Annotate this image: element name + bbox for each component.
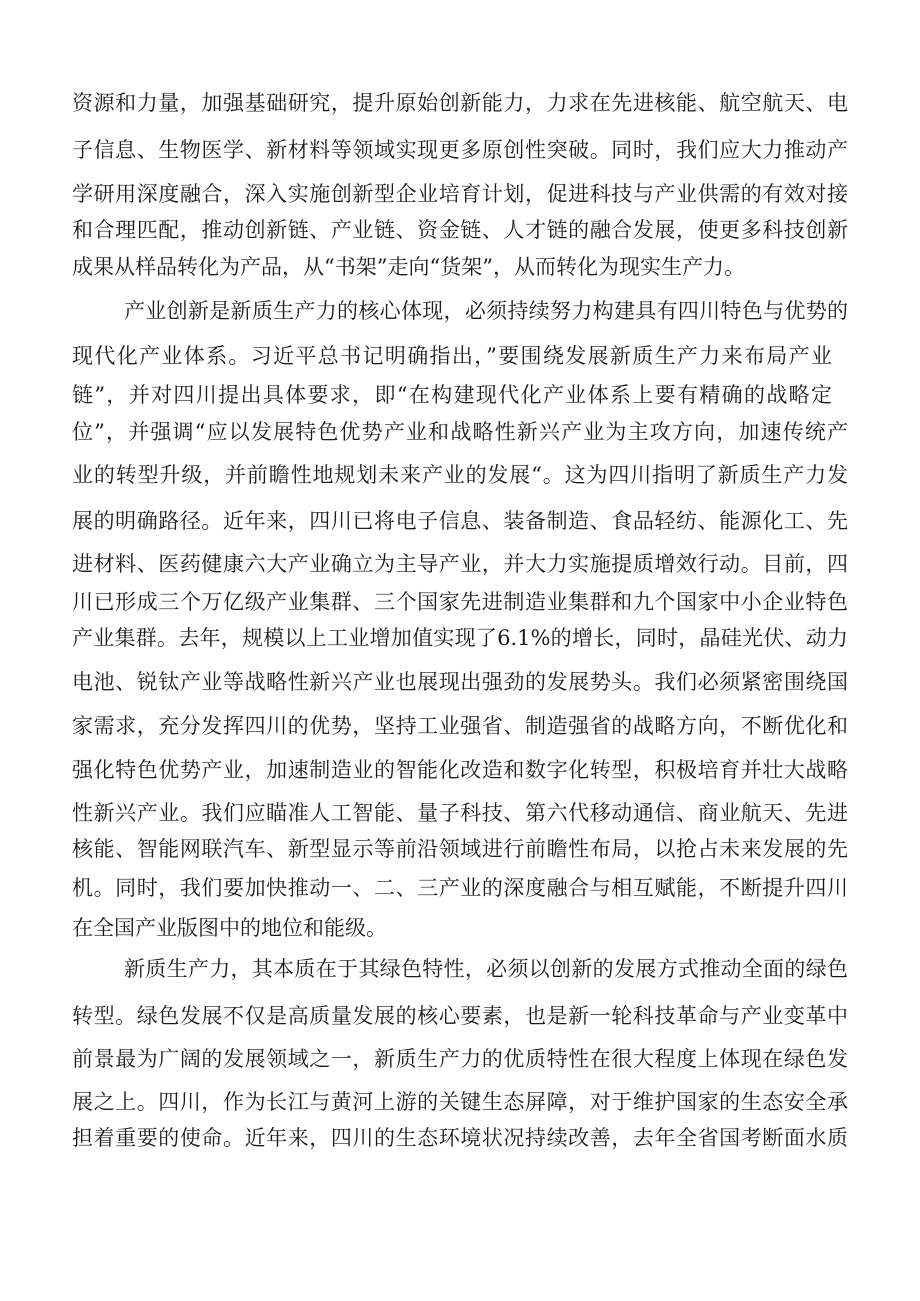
- paragraph-1-line-4: 和合理匹配，推动创新链、产业链、资金链、人才链的融合发展，使更多科技创新: [72, 218, 848, 242]
- paragraph-2-line-15: 机。同时，我们要加快推动一、二、三产业的深度融合与相互赋能，不断提升四川: [72, 876, 848, 900]
- paragraph-2-line-16: 在全国产业版图中的地位和能级。: [72, 916, 387, 940]
- paragraph-3-line-1: 新质生产力，其本质在于其绿色特性，必须以创新的发展方式推动全面的绿色: [124, 957, 848, 981]
- paragraph-1-line-2: 子信息、生物医学、新材料等领域实现更多原创性突破。同时，我们应大力推动产: [72, 138, 848, 162]
- paragraph-1-line-1: 资源和力量，加强基础研究，提升原始创新能力，力求在先进核能、航空航天、电: [72, 91, 848, 115]
- paragraph-3-line-5: 担着重要的使命。近年来，四川的生态环境状况持续改善，去年全省国考断面水质: [72, 1126, 848, 1150]
- paragraph-2-line-14: 核能、智能网联汽车、新型显示等前沿领域进行前瞻性布局，以抢占未来发展的先: [72, 837, 848, 861]
- paragraph-2-line-6: 展的明确路径。近年来，四川已将电子信息、装备制造、食品轻纺、能源化工、先: [72, 509, 848, 533]
- paragraph-2-line-4: 位”，并强调“应以发展特色优势产业和战略性新兴产业为主攻方向，加速传统产: [72, 420, 848, 444]
- paragraph-2-line-10: 电池、锐钛产业等战略性新兴产业也展现出强劲的发展势头。我们必须紧密围绕国: [72, 670, 848, 694]
- paragraph-2-line-8: 川已形成三个万亿级产业集群、三个国家先进制造业集群和九个国家中小企业特色: [72, 590, 848, 614]
- paragraph-1-line-5: 成果从样品转化为产品，从“书架”走向“货架”，从而转化为现实生产力。: [72, 255, 745, 279]
- paragraph-3-line-2: 转型。绿色发展不仅是高质量发展的核心要素，也是新一轮科技革命与产业变革中: [72, 1004, 848, 1028]
- paragraph-2-line-11: 家需求，充分发挥四川的优势，坚持工业强省、制造强省的战略方向，不断优化和: [72, 714, 848, 738]
- paragraph-1-line-3: 学研用深度融合，深入实施创新型企业培育计划，促进科技与产业供需的有效对接: [72, 182, 848, 206]
- paragraph-2-line-7: 进材料、医药健康六大产业确立为主导产业，并大力实施提质增效行动。目前，四: [72, 552, 848, 576]
- paragraph-3-line-3: 前景最为广阔的发展领域之一，新质生产力的优质特性在很大程度上体现在绿色发: [72, 1047, 848, 1071]
- paragraph-2-line-9: 产业集群。去年，规模以上工业增加值实现了6.1%的增长，同时，晶硅光伏、动力: [72, 626, 848, 650]
- paragraph-2-line-5: 业的转型升级，并前瞻性地规划未来产业的发展“。这为四川指明了新质生产力发: [72, 463, 848, 487]
- paragraph-2-line-13: 性新兴产业。我们应瞄准人工智能、量子科技、第六代移动通信、商业航天、先进: [72, 801, 848, 825]
- paragraph-2-line-3: 链”，并对四川提出具体要求，即“在构建现代化产业体系上要有精确的战略定: [72, 383, 832, 407]
- paragraph-2-line-12: 强化特色优势产业，加速制造业的智能化改造和数字化转型，积极培育并壮大战略: [72, 758, 848, 782]
- paragraph-2-line-1: 产业创新是新质生产力的核心体现，必须持续努力构建具有四川特色与优势的: [124, 299, 848, 323]
- paragraph-2-line-2: 现代化产业体系。习近平总书记明确指出，”要围绕发展新质生产力来布局产业: [72, 344, 832, 368]
- paragraph-3-line-4: 展之上。四川，作为长江与黄河上游的关键生态屏障，对于维护国家的生态安全承: [72, 1090, 848, 1114]
